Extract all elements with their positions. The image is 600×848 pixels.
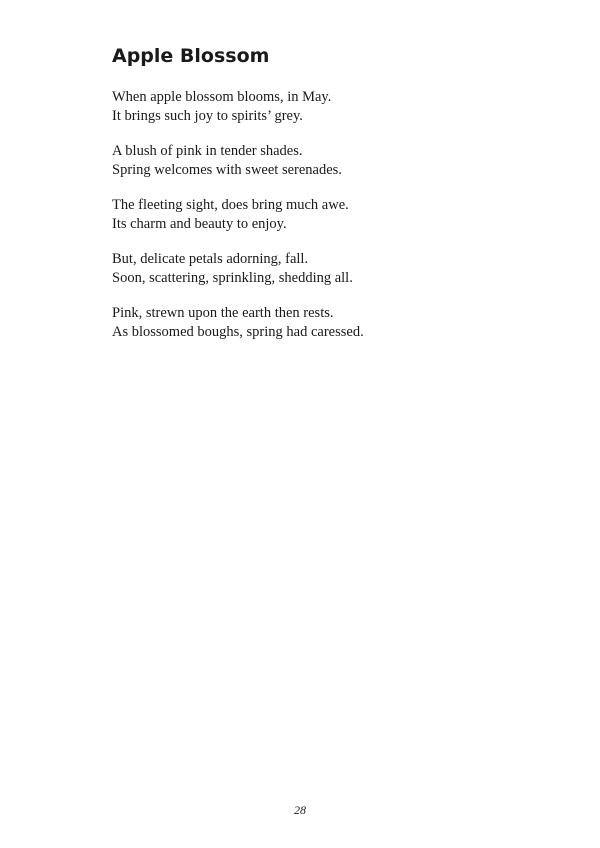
poem-body [112,88,552,358]
poem-line: It brings such joy to spirits’ grey. [112,108,303,124]
page-number: 28 [294,803,306,817]
poem-line: When apple blossom blooms, in May. [112,89,332,105]
stanza [112,304,552,342]
poem-line: Spring welcomes with sweet serenades. [112,162,342,178]
stanza [112,142,552,180]
poem-line: But, delicate petals adorning, fall. [112,251,309,267]
poem-line: Its charm and beauty to enjoy. [112,216,287,232]
poem-line: As blossomed boughs, spring had caressed. [112,324,364,340]
poem-line: A blush of pink in tender shades. [112,143,303,159]
stanza [112,196,552,234]
poem-line: Pink, strewn upon the earth then rests. [112,305,334,321]
poem-title: Apple Blossom [112,45,270,67]
poem-line: Soon, scattering, sprinkling, shedding all. [112,270,353,286]
poem-line: The fleeting sight, does bring much awe. [112,197,349,213]
stanza [112,88,552,126]
stanza [112,250,552,288]
